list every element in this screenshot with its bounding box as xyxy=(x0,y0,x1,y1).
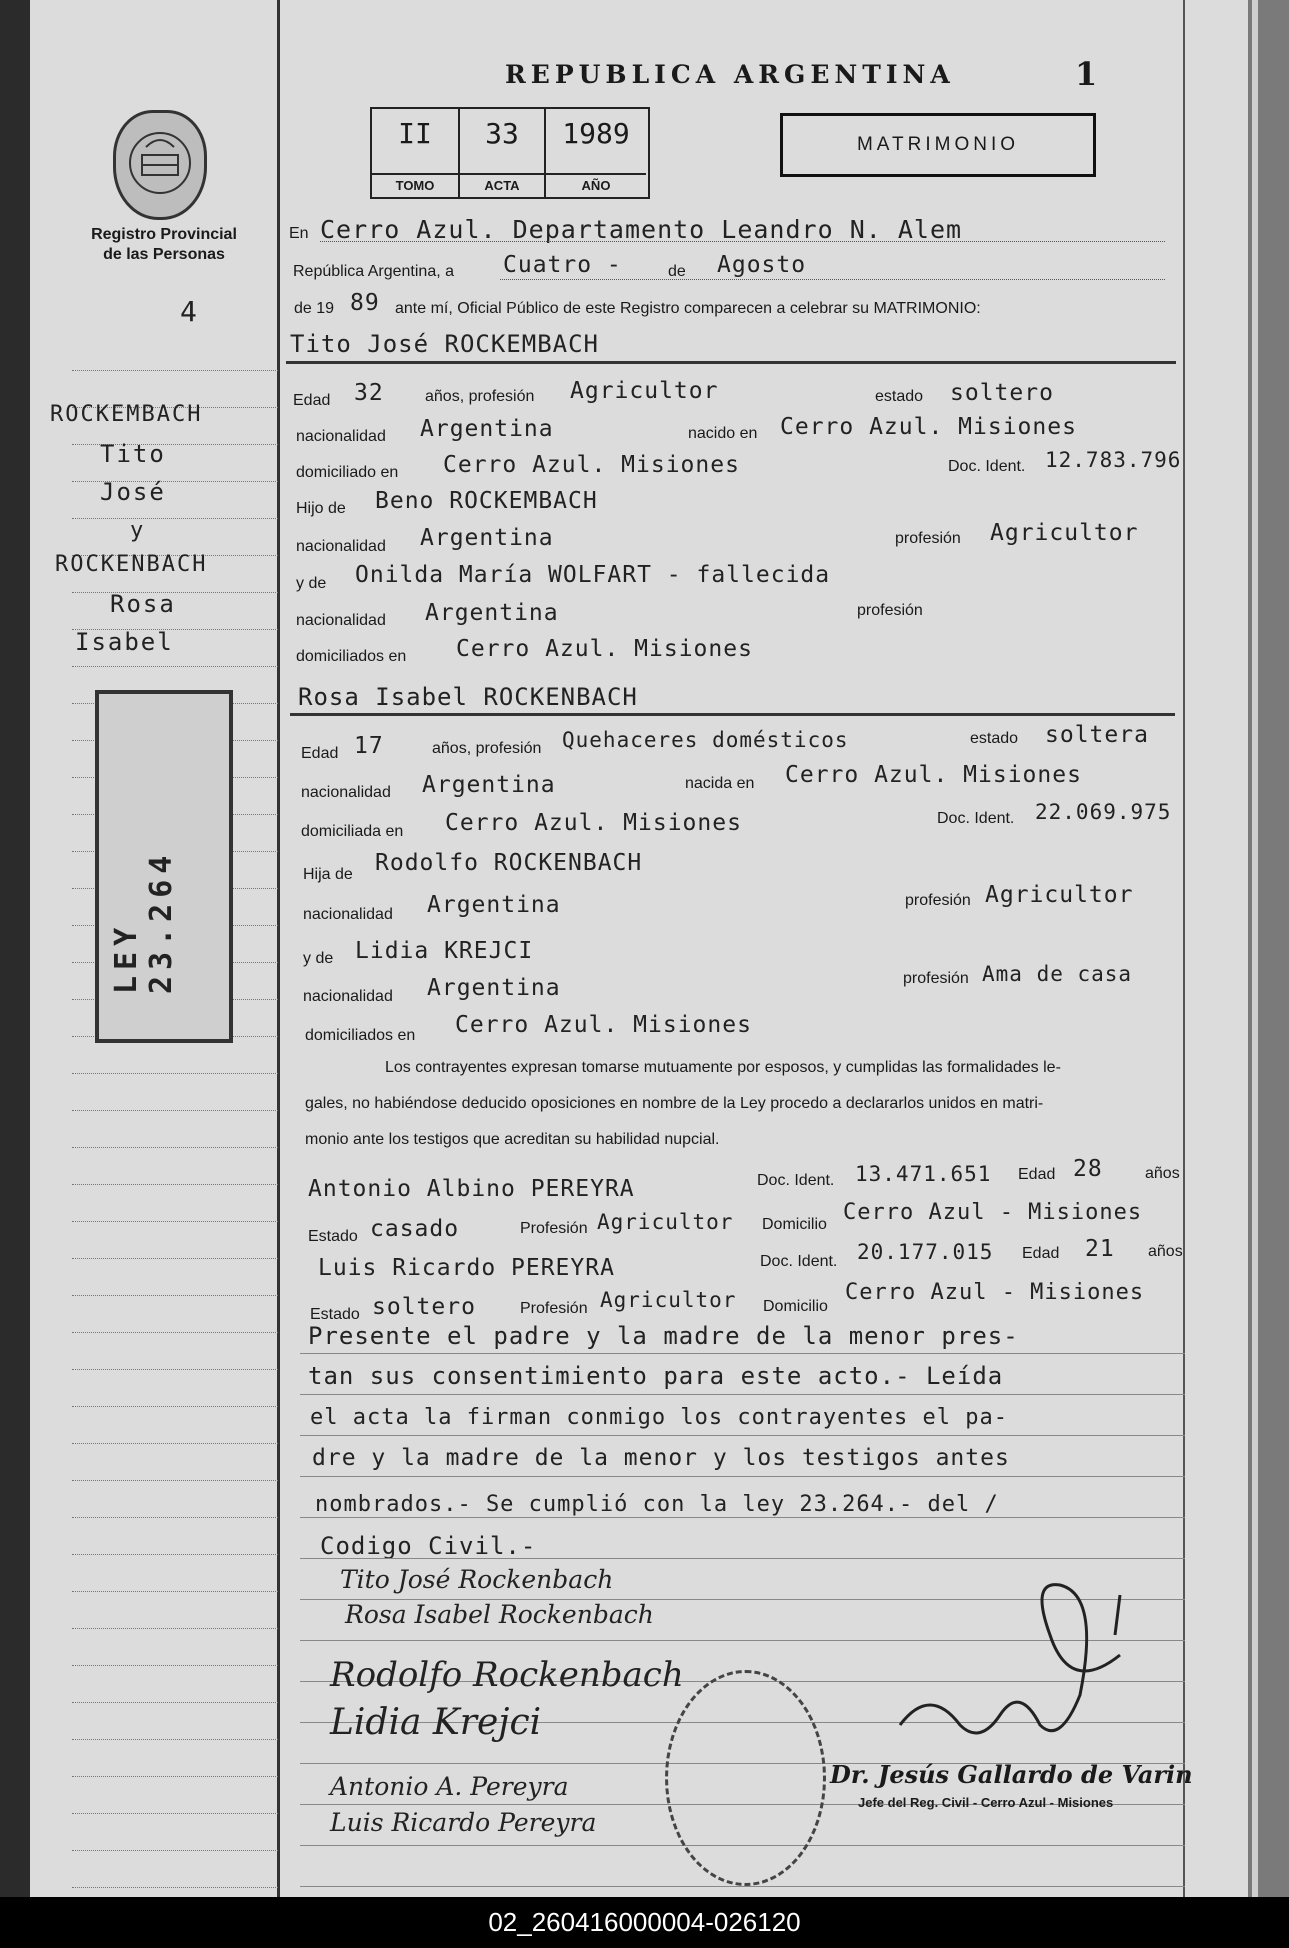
acta-cell xyxy=(460,109,546,197)
groom-father-nat-label: nacionalidad xyxy=(296,538,386,555)
tomo-cell xyxy=(372,109,460,197)
groom-estado-label: estado xyxy=(875,388,924,405)
registry-line-1: Registro Provincial xyxy=(91,226,237,243)
groom-age: 32 xyxy=(354,380,384,406)
declaration-line-2: gales, no habiéndose deducido oposiciones en nombre de la Ley procedo a declararlos unidos en matri- xyxy=(305,1095,1044,1112)
bride-father-nat-label: nacionalidad xyxy=(303,906,393,923)
margin-rule xyxy=(72,518,278,520)
ano-value: 1989 xyxy=(562,117,630,150)
place-value: Cerro Azul. Departamento Leandro N. Alem xyxy=(320,215,963,244)
republica-label: República Argentina, a xyxy=(293,263,454,280)
witness-1-domicile: Cerro Azul - Misiones xyxy=(843,1200,1143,1225)
margin-rule xyxy=(72,1554,278,1556)
margin-rule xyxy=(72,1221,278,1223)
groom-name: Tito José ROCKEMBACH xyxy=(290,330,599,358)
page-number: 1 xyxy=(1075,55,1098,93)
signature-witness-1: Antonio A. Pereyra xyxy=(330,1772,569,1801)
groom-parents-domicile: Cerro Azul. Misiones xyxy=(456,636,753,662)
witness-2-anos-label: años xyxy=(1148,1243,1183,1260)
margin-rule xyxy=(72,1739,278,1741)
witness-1-dom-label: Domicilio xyxy=(762,1216,827,1233)
witness-2-profession: Agricultor xyxy=(600,1288,737,1312)
margin-rule xyxy=(72,1369,278,1371)
groom-mother-prof-label: profesión xyxy=(857,602,923,619)
signature-witness-2: Luis Ricardo Pereyra xyxy=(330,1808,597,1837)
bride-father-prof-label: profesión xyxy=(905,892,971,909)
groom-father-prof-label: profesión xyxy=(895,530,961,547)
note-line-4: dre y la madre de la menor y los testigos antes xyxy=(312,1445,1010,1471)
note-line-2: tan sus consentimiento para este acto.- Leída xyxy=(308,1362,1004,1390)
body-rule xyxy=(300,1475,1185,1477)
margin-rule xyxy=(72,1591,278,1593)
ley-stamp xyxy=(95,690,233,1043)
witness-2-age: 21 xyxy=(1085,1236,1115,1262)
witness-1-anos-label: años xyxy=(1145,1165,1180,1182)
bride-doc: 22.069.975 xyxy=(1035,800,1172,824)
bride-father-nationality: Argentina xyxy=(427,892,561,918)
official-signature-icon xyxy=(890,1575,1150,1755)
bride-profesion-label: años, profesión xyxy=(432,740,542,757)
groom-parents-dom-label: domiciliados en xyxy=(296,648,407,665)
body-rule xyxy=(300,1393,1185,1395)
witness-2-domicile: Cerro Azul - Misiones xyxy=(845,1280,1145,1305)
groom-father-nationality: Argentina xyxy=(420,525,554,551)
declaration-line-1: Los contrayentes expresan tomarse mutuamente por esposos, y cumplidas las formalidades le- xyxy=(385,1059,1061,1076)
bride-nationality: Argentina xyxy=(422,772,556,798)
margin-rule xyxy=(72,1517,278,1519)
witness-1-age: 28 xyxy=(1073,1156,1103,1182)
signature-bride-father: Rodolfo Rockenbach xyxy=(330,1655,684,1695)
bride-nat-label: nacionalidad xyxy=(301,784,391,801)
witness-2-doc: 20.177.015 xyxy=(857,1240,994,1264)
groom-nacido-label: nacido en xyxy=(688,425,758,442)
groom-dom-label: domiciliado en xyxy=(296,464,399,481)
witness-1-profession: Agricultor xyxy=(597,1210,734,1234)
de-label: de xyxy=(668,263,686,280)
note-line-5: nombrados.- Se cumplió con la ley 23.264.- del / xyxy=(315,1492,999,1517)
margin-rule xyxy=(72,1295,278,1297)
signature-groom: Tito José Rockenbach xyxy=(340,1565,614,1594)
margin-rule xyxy=(72,1184,278,1186)
bride-divider xyxy=(290,712,1175,716)
witness-1-name: Antonio Albino PEREYRA xyxy=(308,1176,635,1202)
groom-status: soltero xyxy=(950,380,1054,406)
declaration-text xyxy=(305,1050,1185,1158)
groom-nationality: Argentina xyxy=(420,416,554,442)
bride-status: soltera xyxy=(1045,722,1149,748)
record-number-box xyxy=(370,107,650,199)
official-name: Dr. Jesús Gallardo de Varin xyxy=(830,1760,1193,1789)
footer-id: 02_260416000004-026120 xyxy=(0,1897,1289,1948)
groom-mother-nat-label: nacionalidad xyxy=(296,612,386,629)
ano-label: AÑO xyxy=(546,173,646,197)
margin-rule xyxy=(72,666,278,668)
body-rule xyxy=(300,1557,1185,1559)
margin-rule xyxy=(72,1480,278,1482)
margin-name-4: y xyxy=(130,518,146,543)
margin-rule xyxy=(72,1073,278,1075)
year-suffix: 89 xyxy=(350,290,380,316)
bride-mother-nat-label: nacionalidad xyxy=(303,988,393,1005)
bride-mother-prof-label: profesión xyxy=(903,970,969,987)
signature-bride: Rosa Isabel Rockenbach xyxy=(345,1600,654,1629)
bride-edad-label: Edad xyxy=(301,745,339,762)
stamp-text: LEY 23.264 xyxy=(109,849,179,994)
right-margin-divider xyxy=(1183,0,1185,1897)
acta-label: ACTA xyxy=(460,173,544,197)
body-rule xyxy=(300,1352,1185,1354)
margin-divider xyxy=(277,0,280,1897)
country-title: REPUBLICA ARGENTINA xyxy=(505,60,955,89)
witness-2-status: soltero xyxy=(372,1294,476,1320)
bride-mother: Lidia KREJCI xyxy=(355,938,534,964)
note-line-1: Presente el padre y la madre de la menor pres- xyxy=(308,1322,1019,1350)
ano-cell xyxy=(546,109,646,197)
margin-rule xyxy=(72,1628,278,1630)
bride-age: 17 xyxy=(354,733,384,759)
groom-father: Beno ROCKEMBACH xyxy=(375,488,598,514)
bride-parents-domicile: Cerro Azul. Misiones xyxy=(455,1012,752,1038)
groom-hijo-label: Hijo de xyxy=(296,500,346,517)
bride-estado-label: estado xyxy=(970,730,1019,747)
declaration-line-3: monio ante los testigos que acreditan su habilidad nupcial. xyxy=(305,1131,720,1148)
margin-rule xyxy=(72,1443,278,1445)
tomo-value: II xyxy=(398,117,432,150)
witness-1-doc: 13.471.651 xyxy=(855,1162,992,1186)
year-prefix: de 19 xyxy=(294,300,335,317)
body-rule xyxy=(300,1434,1185,1436)
bride-parents-dom-label: domiciliados en xyxy=(305,1027,416,1044)
bride-born-in: Cerro Azul. Misiones xyxy=(785,762,1082,788)
groom-born-in: Cerro Azul. Misiones xyxy=(780,414,1077,440)
witness-2-estado-label: Estado xyxy=(310,1306,360,1323)
groom-profession: Agricultor xyxy=(570,378,719,404)
margin-rule xyxy=(72,1850,278,1852)
date-line xyxy=(500,278,1165,280)
witness-2-doc-label: Doc. Ident. xyxy=(760,1253,838,1270)
bride-father: Rodolfo ROCKENBACH xyxy=(375,850,643,876)
day-value: Cuatro - xyxy=(503,252,622,278)
witness-2-edad-label: Edad xyxy=(1022,1245,1060,1262)
margin-name-7: Isabel xyxy=(75,628,174,656)
registry-mark: 4 xyxy=(180,295,199,328)
margin-name-6: Rosa xyxy=(110,590,176,618)
witness-1-status: casado xyxy=(370,1216,460,1242)
groom-doc-label: Doc. Ident. xyxy=(948,458,1026,475)
witness-2-name: Luis Ricardo PEREYRA xyxy=(318,1255,615,1281)
signature-bride-mother: Lidia Krejci xyxy=(330,1702,542,1743)
place-line xyxy=(320,240,1165,242)
bride-nacida-label: nacida en xyxy=(685,775,755,792)
witness-1-edad-label: Edad xyxy=(1018,1166,1056,1183)
registry-name xyxy=(64,225,264,265)
margin-rule xyxy=(72,1110,278,1112)
note-line-3: el acta la firman conmigo los contrayentes el pa- xyxy=(310,1405,1009,1430)
margin-name-5: ROCKENBACH xyxy=(55,552,208,577)
margin-name-1: ROCKEMBACH xyxy=(50,402,203,427)
page-edge-highlight xyxy=(1252,0,1258,1897)
bride-name: Rosa Isabel ROCKENBACH xyxy=(298,683,638,711)
bride-father-profession: Agricultor xyxy=(985,882,1134,908)
margin-rule xyxy=(72,1813,278,1815)
witness-2-prof-label: Profesión xyxy=(520,1300,588,1317)
margin-rule xyxy=(72,1665,278,1667)
registry-line-2: de las Personas xyxy=(103,246,225,263)
intro-text: ante mí, Oficial Público de este Registro comparecen a celebrar su MATRIMONIO: xyxy=(395,300,981,317)
official-title: Jefe del Reg. Civil - Cerro Azul - Misiones xyxy=(858,1795,1114,1810)
margin-rule xyxy=(72,1332,278,1334)
margin-rule xyxy=(72,1887,278,1889)
witness-1-prof-label: Profesión xyxy=(520,1220,588,1237)
groom-mother-nationality: Argentina xyxy=(425,600,559,626)
record-type-box: MATRIMONIO xyxy=(780,113,1096,177)
tomo-label: TOMO xyxy=(372,173,458,197)
witness-1-estado-label: Estado xyxy=(308,1228,358,1245)
en-label: En xyxy=(289,225,309,242)
groom-profesion-label: años, profesión xyxy=(425,388,535,405)
body-rule xyxy=(300,1516,1185,1518)
groom-doc: 12.783.796 xyxy=(1045,448,1182,472)
bride-mother-nationality: Argentina xyxy=(427,975,561,1001)
margin-name-2: Tito xyxy=(100,440,166,468)
official-seal-icon xyxy=(665,1670,826,1886)
groom-domicile: Cerro Azul. Misiones xyxy=(443,452,740,478)
month-value: Agosto xyxy=(717,252,807,278)
bride-domicile: Cerro Azul. Misiones xyxy=(445,810,742,836)
margin-rule xyxy=(72,1406,278,1408)
bride-hija-label: Hija de xyxy=(303,866,353,883)
margin-name-3: José xyxy=(100,478,166,506)
groom-divider xyxy=(286,360,1176,364)
groom-yde-label: y de xyxy=(296,575,327,592)
groom-nat-label: nacionalidad xyxy=(296,428,386,445)
acta-value: 33 xyxy=(485,117,519,150)
groom-edad-label: Edad xyxy=(293,392,331,409)
margin-rule xyxy=(72,1776,278,1778)
note-line-6: Codigo Civil.- xyxy=(320,1532,537,1560)
bride-doc-label: Doc. Ident. xyxy=(937,810,1015,827)
bride-dom-label: domiciliada en xyxy=(301,823,404,840)
provincial-seal-icon xyxy=(113,110,207,220)
margin-rule xyxy=(72,370,278,372)
margin-rule xyxy=(72,1258,278,1260)
groom-mother: Onilda María WOLFART - fallecida xyxy=(355,562,831,588)
bride-mother-profession: Ama de casa xyxy=(982,962,1133,986)
margin-rule xyxy=(72,1147,278,1149)
witness-1-doc-label: Doc. Ident. xyxy=(757,1172,835,1189)
margin-rule xyxy=(72,1702,278,1704)
groom-father-profession: Agricultor xyxy=(990,520,1139,546)
bride-profession: Quehaceres domésticos xyxy=(562,728,849,752)
witness-2-dom-label: Domicilio xyxy=(763,1298,828,1315)
bride-yde-label: y de xyxy=(303,950,334,967)
